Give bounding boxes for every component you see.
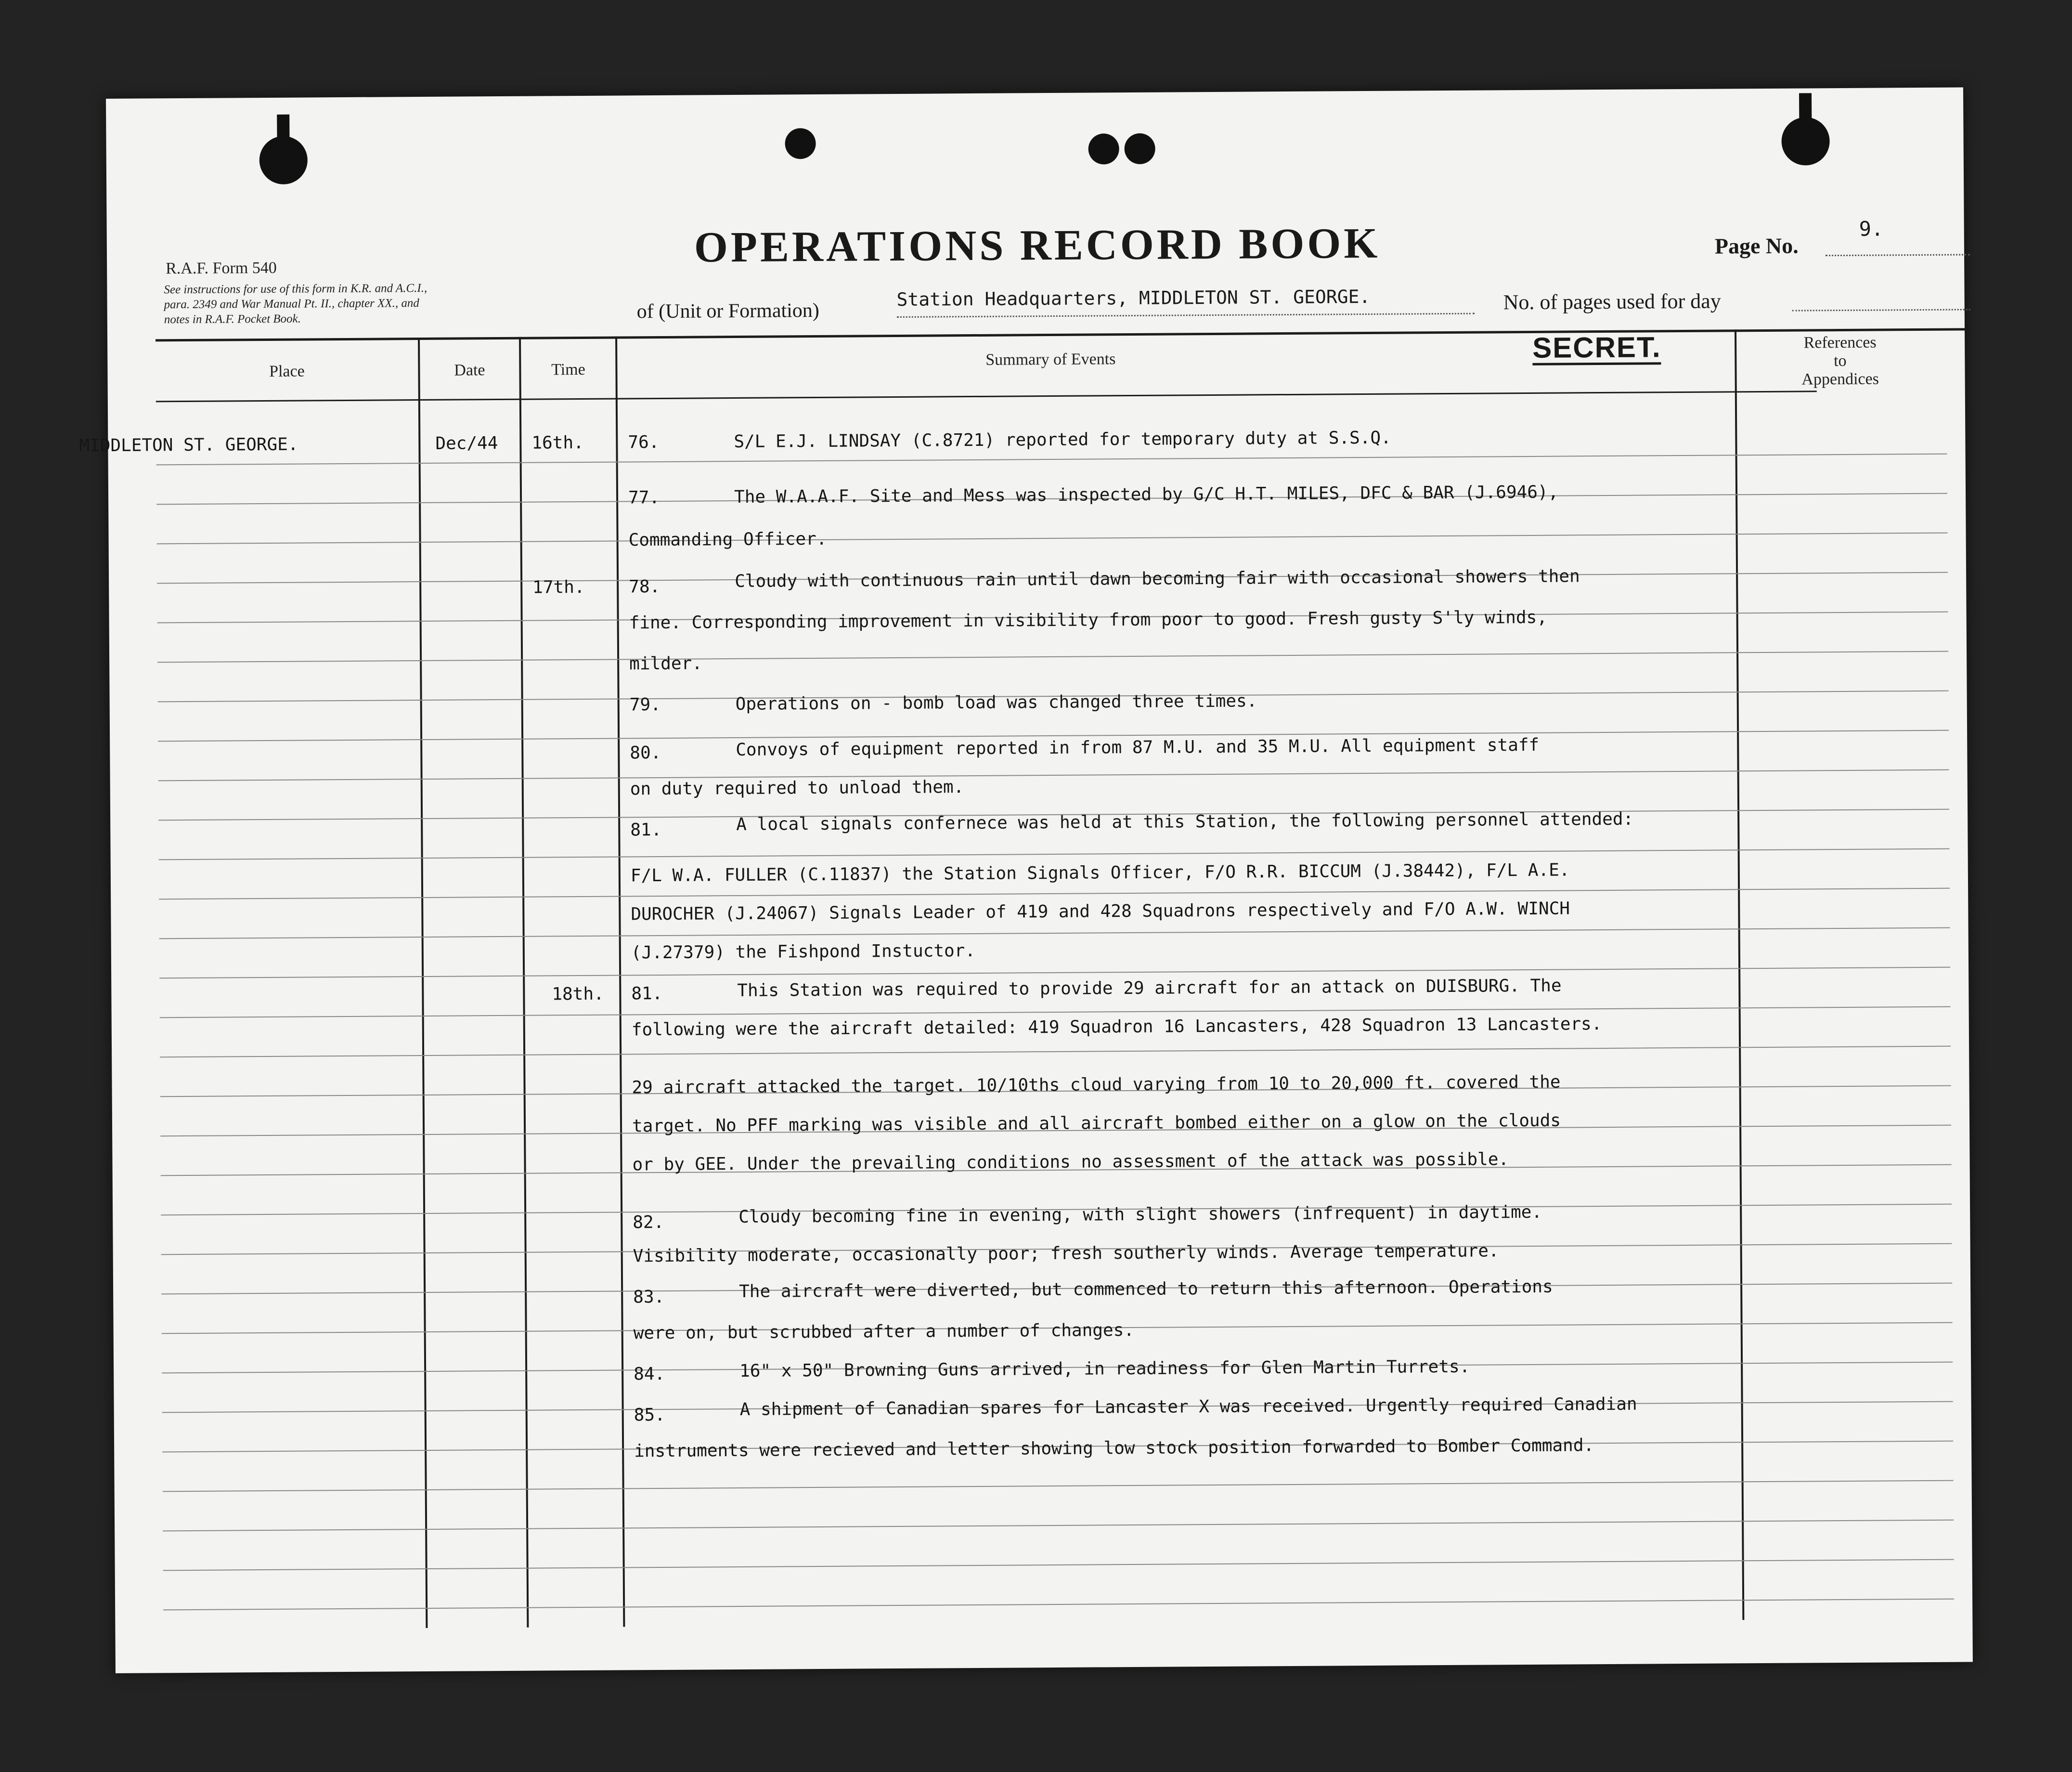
ruled-line xyxy=(159,848,1950,860)
entry-number: 80. xyxy=(630,743,661,763)
entry-number: 81. xyxy=(631,983,663,1004)
entry-text: Operations on - bomb load was changed three times. xyxy=(735,691,1257,715)
ruled-line xyxy=(160,1006,1951,1018)
entry-text: DUROCHER (J.24067) Signals Leader of 419 and 428 Squadrons respectively and F/O A.W. WINCH xyxy=(631,899,1570,925)
ruled-line xyxy=(159,927,1950,939)
column-header-summary: Summary of Events xyxy=(985,350,1116,369)
entry-number: 79. xyxy=(629,694,661,715)
time-value: 16th. xyxy=(531,432,584,453)
ruled-line xyxy=(163,1559,1954,1571)
entry-number: 81. xyxy=(630,820,662,840)
ruled-line xyxy=(156,454,1947,466)
header-bottom-rule xyxy=(156,391,1817,402)
entry-number: 83. xyxy=(633,1287,665,1307)
punch-hole-right xyxy=(1781,117,1830,166)
entry-text: milder. xyxy=(629,653,703,674)
entry-text: instruments were recieved and letter showing low stock position forwarded to Bomber Command. xyxy=(634,1435,1594,1461)
ruled-line xyxy=(157,651,1948,663)
record-sheet xyxy=(79,87,1973,1673)
entry-text: on duty required to unload them. xyxy=(630,777,964,799)
unit-line xyxy=(897,313,1475,318)
entry-number: 77. xyxy=(628,487,660,508)
entry-text: following were the aircraft detailed: 419 Squadron 16 Lancasters, 428 Squadron 13 Lancasters. xyxy=(631,1014,1602,1040)
references-header-line: Appendices xyxy=(1801,370,1879,389)
punch-hole-center xyxy=(1088,133,1119,164)
punch-hole-center-left xyxy=(785,128,816,159)
entry-text: A shipment of Canadian spares for Lancaster X was received. Urgently required Canadian xyxy=(739,1394,1637,1420)
ruled-line xyxy=(163,1520,1954,1532)
ruled-line xyxy=(160,1046,1951,1058)
entry-text: The W.A.A.F. Site and Mess was inspected by G/C H.T. MILES, DFC & BAR (J.6946), xyxy=(734,482,1559,508)
references-header-line: to xyxy=(1834,352,1847,370)
column-header-date: Date xyxy=(454,361,485,379)
form-note-line: See instructions for use of this form in K.R. and A.C.I., xyxy=(164,281,427,297)
page-title: OPERATIONS RECORD BOOK xyxy=(694,219,1381,272)
entry-text: 16" x 50" Browning Guns arrived, in readiness for Glen Martin Turrets. xyxy=(739,1356,1470,1381)
entry-text: S/L E.J. LINDSAY (C.8721) reported for temporary duty at S.S.Q. xyxy=(734,428,1391,452)
entry-text: Convoys of equipment reported in from 87 M.U. and 35 M.U. All equipment staff xyxy=(736,735,1540,760)
entry-number: 84. xyxy=(634,1364,665,1384)
ruled-line xyxy=(163,1599,1954,1611)
entry-text: target. No PFF marking was visible and all aircraft bombed either on a glow on the clouds xyxy=(632,1110,1561,1136)
entry-text: Cloudy becoming fine in evening, with slight showers (infrequent) in daytime. xyxy=(738,1202,1542,1227)
entry-text: This Station was required to provide 29 aircraft for an attack on DUISBURG. The xyxy=(737,976,1562,1001)
entry-number: 76. xyxy=(628,432,660,453)
time-value: 17th. xyxy=(532,577,585,598)
form-note-line: notes in R.A.F. Pocket Book. xyxy=(164,312,301,326)
ruled-line xyxy=(157,533,1948,545)
form-note-line: para. 2349 and War Manual Pt. II., chapter XX., and xyxy=(164,297,419,312)
column-header-references xyxy=(1736,333,1944,390)
punch-tab-left xyxy=(277,115,289,143)
punch-hole-center-right xyxy=(1124,133,1155,164)
entry-text: (J.27379) the Fishpond Instuctor. xyxy=(631,941,976,963)
entry-text: fine. Corresponding improvement in visibility from poor to good. Fresh gusty S'ly winds, xyxy=(629,607,1548,633)
column-divider xyxy=(615,337,625,1627)
unit-label: of (Unit or Formation) xyxy=(636,299,819,323)
column-divider xyxy=(519,337,529,1628)
form-notes xyxy=(164,280,578,327)
page-no-line xyxy=(1826,254,1970,256)
references-header-line: References xyxy=(1803,333,1877,352)
form-id: R.A.F. Form 540 xyxy=(166,259,277,278)
entry-text: Commanding Officer. xyxy=(628,529,827,550)
ruled-line xyxy=(158,769,1949,782)
entry-text: 29 aircraft attacked the target. 10/10ths cloud varying from 10 to 20,000 ft. covered the xyxy=(632,1072,1561,1098)
ruled-line xyxy=(159,888,1950,900)
entry-number: 85. xyxy=(634,1405,665,1425)
ruled-lines xyxy=(106,87,1963,99)
entry-text: F/L W.A. FULLER (C.11837) the Station Signals Officer, F/O R.R. BICCUM (J.38442), F/L A.E. xyxy=(630,860,1570,886)
punch-tab-right xyxy=(1799,93,1812,122)
entry-text: or by GEE. Under the prevailing conditions no assessment of the attack was possible. xyxy=(632,1149,1509,1175)
column-header-place: Place xyxy=(269,362,305,380)
page-no-label: Page No. xyxy=(1714,233,1799,259)
ruled-line xyxy=(163,1480,1954,1492)
entry-text: A local signals confernece was held at this Station, the following personnel attended: xyxy=(736,809,1634,835)
time-value: 18th. xyxy=(552,984,604,1004)
entry-number: 82. xyxy=(633,1212,664,1233)
date-value: Dec/44 xyxy=(435,433,498,454)
entry-text: The aircraft were diverted, but commenced to return this afternoon. Operations xyxy=(739,1277,1553,1302)
column-divider xyxy=(418,338,427,1628)
pages-used-label: No. of pages used for day xyxy=(1503,289,1721,314)
entry-text: Visibility moderate, occasionally poor; fresh southerly winds. Average temperature. xyxy=(633,1241,1499,1266)
unit-value: Station Headquarters, MIDDLETON ST. GEORGE. xyxy=(896,286,1371,310)
entry-number: 78. xyxy=(629,576,660,597)
column-header-time: Time xyxy=(551,360,585,379)
ruled-line xyxy=(159,967,1950,979)
page-no: 9. xyxy=(1859,217,1884,241)
pages-used-line xyxy=(1792,309,1970,311)
column-divider xyxy=(1735,329,1744,1620)
place-value: MIDDLETON ST. GEORGE. xyxy=(79,434,298,456)
secret-stamp: SECRET. xyxy=(1532,332,1661,365)
entry-text: Cloudy with continuous rain until dawn becoming fair with occasional showers then xyxy=(735,566,1580,592)
entry-text: were on, but scrubbed after a number of changes. xyxy=(633,1320,1135,1343)
table-top-rule xyxy=(155,328,1970,341)
